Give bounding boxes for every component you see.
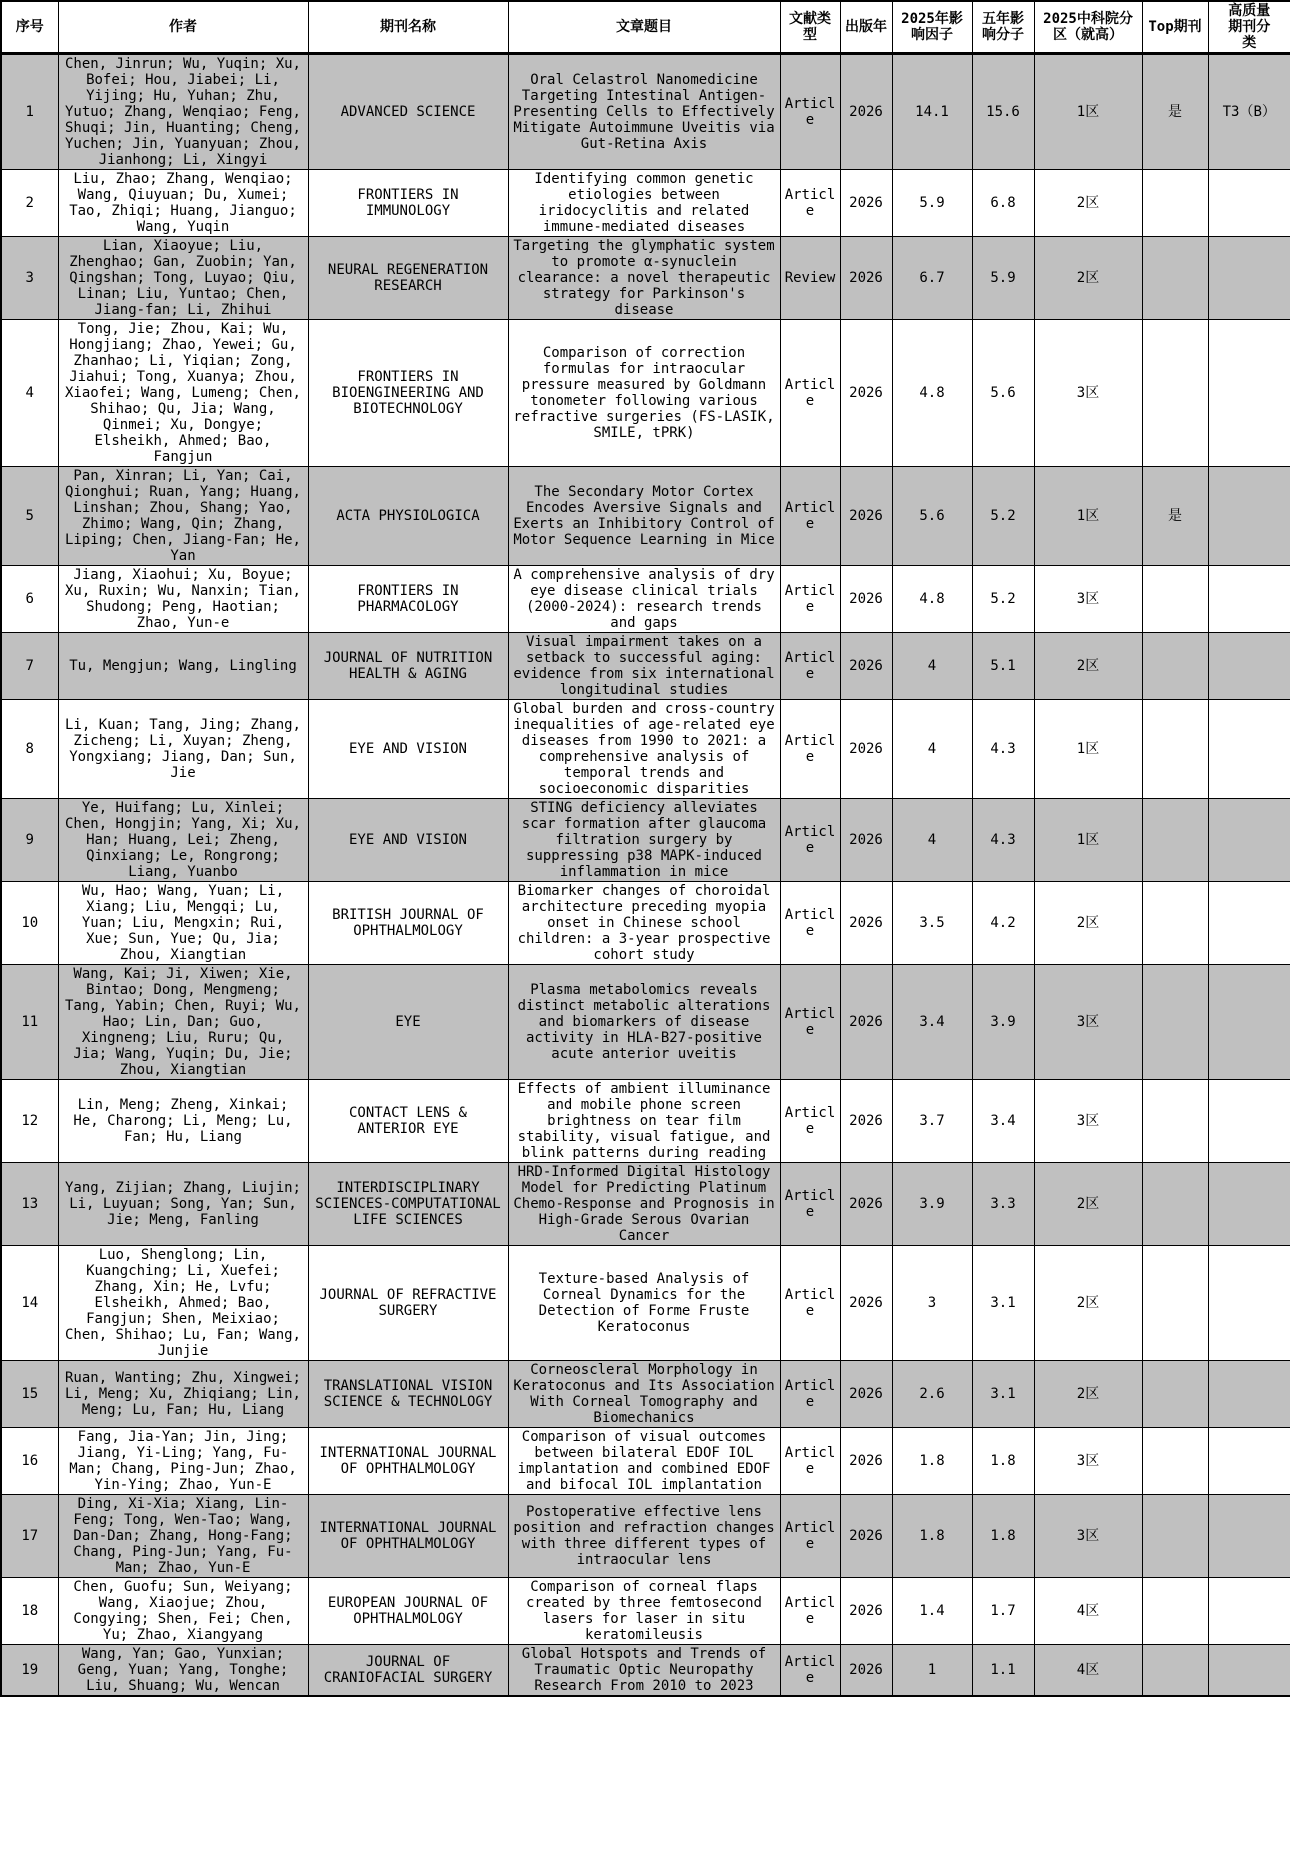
cell-cas_division: 3区 xyxy=(1034,965,1142,1080)
cell-impact_factor_5yr: 4.3 xyxy=(972,700,1034,799)
cell-quality_tier: T3（B） xyxy=(1208,54,1290,170)
cell-year: 2026 xyxy=(840,54,892,170)
cell-impact_factor_2025: 3.9 xyxy=(892,1163,972,1246)
cell-title: Comparison of visual outcomes between bilateral EDOF IOL implantation and combined EDOF and bifocal IOL implantation xyxy=(508,1428,780,1495)
cell-quality_tier xyxy=(1208,1578,1290,1645)
cell-cas_division: 3区 xyxy=(1034,320,1142,467)
cell-authors: Li, Kuan; Tang, Jing; Zhang, Zicheng; Li, Xuyan; Zheng, Yongxiang; Jiang, Dan; Sun, Jie xyxy=(58,700,308,799)
cell-impact_factor_2025: 1.8 xyxy=(892,1428,972,1495)
table-row xyxy=(1,1645,1290,1697)
cell-authors: Liu, Zhao; Zhang, Wenqiao; Wang, Qiuyuan; Du, Xumei; Tao, Zhiqi; Huang, Jianguo; Wang, Yuqin xyxy=(58,170,308,237)
cell-impact_factor_5yr: 1.8 xyxy=(972,1495,1034,1578)
cell-impact_factor_2025: 5.6 xyxy=(892,467,972,566)
cell-authors: Tu, Mengjun; Wang, Lingling xyxy=(58,633,308,700)
cell-title: Effects of ambient illuminance and mobile phone screen brightness on tear film stability, visual fatigue, and blink patterns during reading xyxy=(508,1080,780,1163)
cell-top_journal: 是 xyxy=(1142,54,1208,170)
cell-doc_type: Article xyxy=(780,320,840,467)
cell-impact_factor_5yr: 3.1 xyxy=(972,1361,1034,1428)
cell-cas_division: 2区 xyxy=(1034,237,1142,320)
column-header-title xyxy=(508,1,780,54)
cell-top_journal xyxy=(1142,799,1208,882)
cell-impact_factor_5yr: 4.3 xyxy=(972,799,1034,882)
cell-cas_division: 1区 xyxy=(1034,54,1142,170)
cell-top_journal xyxy=(1142,320,1208,467)
cell-cas_division: 2区 xyxy=(1034,882,1142,965)
cell-quality_tier xyxy=(1208,1428,1290,1495)
column-header-no xyxy=(1,1,58,54)
cell-impact_factor_2025: 4 xyxy=(892,700,972,799)
cell-no: 14 xyxy=(1,1246,58,1361)
cell-top_journal xyxy=(1142,633,1208,700)
cell-no: 2 xyxy=(1,170,58,237)
cell-title: The Secondary Motor Cortex Encodes Aversive Signals and Exerts an Inhibitory Control of Motor Sequence Learning in Mice xyxy=(508,467,780,566)
cell-journal: EYE AND VISION xyxy=(308,700,508,799)
cell-cas_division: 2区 xyxy=(1034,1246,1142,1361)
column-header-label: 2025中科院分区（就高） xyxy=(1043,11,1133,43)
cell-authors: Ye, Huifang; Lu, Xinlei; Chen, Hongjin; Yang, Xi; Xu, Han; Huang, Lei; Zheng, Qinxiang; Le, Rongrong; Liang, Yuanbo xyxy=(58,799,308,882)
column-header-top_journal xyxy=(1142,1,1208,54)
cell-no: 15 xyxy=(1,1361,58,1428)
cell-cas_division: 3区 xyxy=(1034,1495,1142,1578)
table-row xyxy=(1,1246,1290,1361)
cell-quality_tier xyxy=(1208,882,1290,965)
cell-cas_division: 4区 xyxy=(1034,1645,1142,1697)
column-header-label: 序号 xyxy=(15,19,44,35)
cell-top_journal xyxy=(1142,882,1208,965)
cell-cas_division: 3区 xyxy=(1034,566,1142,633)
cell-year: 2026 xyxy=(840,320,892,467)
table-row xyxy=(1,237,1290,320)
table-row xyxy=(1,633,1290,700)
cell-doc_type: Article xyxy=(780,1361,840,1428)
cell-doc_type: Review xyxy=(780,237,840,320)
column-header-label: Top期刊 xyxy=(1148,19,1202,35)
column-header-impact_factor_2025 xyxy=(892,1,972,54)
cell-title: HRD-Informed Digital Histology Model for Predicting Platinum Chemo-Response and Prognosis in High-Grade Serous Ovarian Cancer xyxy=(508,1163,780,1246)
cell-authors: Pan, Xinran; Li, Yan; Cai, Qionghui; Ruan, Yang; Huang, Linshan; Zhou, Shang; Yao, Zhimo; Wang, Qin; Zhang, Liping; Chen, Jiang-Fan; He, Yan xyxy=(58,467,308,566)
cell-no: 1 xyxy=(1,54,58,170)
cell-title: Comparison of corneal flaps created by three femtosecond lasers for laser in situ keratomileusis xyxy=(508,1578,780,1645)
cell-journal: EUROPEAN JOURNAL OF OPHTHALMOLOGY xyxy=(308,1578,508,1645)
cell-authors: Luo, Shenglong; Lin, Kuangching; Li, Xuefei; Zhang, Xin; He, Lvfu; Elsheikh, Ahmed; Bao, Fangjun; Shen, Meixiao; Chen, Shihao; Lu, Fan; Wang, Junjie xyxy=(58,1246,308,1361)
cell-journal: EYE AND VISION xyxy=(308,799,508,882)
table-row xyxy=(1,965,1290,1080)
cell-no: 18 xyxy=(1,1578,58,1645)
cell-quality_tier xyxy=(1208,170,1290,237)
cell-impact_factor_2025: 2.6 xyxy=(892,1361,972,1428)
column-header-journal xyxy=(308,1,508,54)
cell-doc_type: Article xyxy=(780,1495,840,1578)
cell-top_journal xyxy=(1142,1361,1208,1428)
cell-doc_type: Article xyxy=(780,882,840,965)
cell-no: 6 xyxy=(1,566,58,633)
cell-top_journal xyxy=(1142,1578,1208,1645)
cell-authors: Chen, Jinrun; Wu, Yuqin; Xu, Bofei; Hou, Jiabei; Li, Yijing; Hu, Yuhan; Zhu, Yutuo; Zhang, Wenqiao; Feng, Shuqi; Jin, Huanting; Cheng, Yuchen; Jin, Yuanyuan; Zhou, Jianhong; Li, Xingyi xyxy=(58,54,308,170)
cell-top_journal xyxy=(1142,1645,1208,1697)
column-header-label: 五年影响分子 xyxy=(982,11,1024,43)
cell-cas_division: 3区 xyxy=(1034,1080,1142,1163)
table-row xyxy=(1,1080,1290,1163)
cell-doc_type: Article xyxy=(780,170,840,237)
cell-journal: JOURNAL OF NUTRITION HEALTH & AGING xyxy=(308,633,508,700)
cell-no: 7 xyxy=(1,633,58,700)
cell-no: 3 xyxy=(1,237,58,320)
cell-impact_factor_5yr: 5.1 xyxy=(972,633,1034,700)
table-row xyxy=(1,1163,1290,1246)
cell-impact_factor_5yr: 1.8 xyxy=(972,1428,1034,1495)
cell-journal: EYE xyxy=(308,965,508,1080)
cell-impact_factor_2025: 1.4 xyxy=(892,1578,972,1645)
cell-title: Global Hotspots and Trends of Traumatic Optic Neuropathy Research From 2010 to 2023 xyxy=(508,1645,780,1697)
table-row xyxy=(1,54,1290,170)
cell-impact_factor_5yr: 5.6 xyxy=(972,320,1034,467)
cell-title: Identifying common genetic etiologies between iridocyclitis and related immune-mediated diseases xyxy=(508,170,780,237)
cell-impact_factor_2025: 1 xyxy=(892,1645,972,1697)
cell-quality_tier xyxy=(1208,633,1290,700)
cell-journal: INTERNATIONAL JOURNAL OF OPHTHALMOLOGY xyxy=(308,1428,508,1495)
table-row xyxy=(1,1361,1290,1428)
cell-title: Comparison of correction formulas for intraocular pressure measured by Goldmann tonometer following various refractive surgeries (FS-LASIK, SMILE, tPRK) xyxy=(508,320,780,467)
cell-cas_division: 4区 xyxy=(1034,1578,1142,1645)
cell-no: 13 xyxy=(1,1163,58,1246)
cell-year: 2026 xyxy=(840,1163,892,1246)
cell-cas_division: 1区 xyxy=(1034,467,1142,566)
column-header-label: 出版年 xyxy=(845,19,887,35)
table-row xyxy=(1,799,1290,882)
cell-doc_type: Article xyxy=(780,633,840,700)
cell-top_journal xyxy=(1142,1163,1208,1246)
cell-impact_factor_2025: 5.9 xyxy=(892,170,972,237)
table-row xyxy=(1,1495,1290,1578)
cell-title: Plasma metabolomics reveals distinct metabolic alterations and biomarkers of disease activity in HLA-B27-positive acute anterior uveitis xyxy=(508,965,780,1080)
cell-impact_factor_2025: 4.8 xyxy=(892,566,972,633)
cell-title: Visual impairment takes on a setback to successful aging: evidence from six international longitudinal studies xyxy=(508,633,780,700)
cell-authors: Jiang, Xiaohui; Xu, Boyue; Xu, Ruxin; Wu, Nanxin; Tian, Shudong; Peng, Haotian; Zhao, Yun-e xyxy=(58,566,308,633)
cell-quality_tier xyxy=(1208,566,1290,633)
cell-year: 2026 xyxy=(840,237,892,320)
cell-journal: CONTACT LENS & ANTERIOR EYE xyxy=(308,1080,508,1163)
table-row xyxy=(1,882,1290,965)
cell-title: Biomarker changes of choroidal architecture preceding myopia onset in Chinese school children: a 3-year prospective cohort study xyxy=(508,882,780,965)
cell-journal: INTERDISCIPLINARY SCIENCES-COMPUTATIONAL LIFE SCIENCES xyxy=(308,1163,508,1246)
cell-no: 12 xyxy=(1,1080,58,1163)
cell-no: 16 xyxy=(1,1428,58,1495)
cell-quality_tier xyxy=(1208,1080,1290,1163)
cell-year: 2026 xyxy=(840,1361,892,1428)
cell-journal: BRITISH JOURNAL OF OPHTHALMOLOGY xyxy=(308,882,508,965)
cell-title: A comprehensive analysis of dry eye disease clinical trials (2000-2024): research trends and gaps xyxy=(508,566,780,633)
cell-title: Postoperative effective lens position and refraction changes with three different types of intraocular lens xyxy=(508,1495,780,1578)
column-header-label: 作者 xyxy=(169,19,197,35)
cell-no: 9 xyxy=(1,799,58,882)
cell-impact_factor_2025: 14.1 xyxy=(892,54,972,170)
column-header-label: 文献类型 xyxy=(789,11,831,43)
cell-doc_type: Article xyxy=(780,1578,840,1645)
cell-title: STING deficiency alleviates scar formation after glaucoma filtration surgery by suppressing p38 MAPK-induced inflammation in mice xyxy=(508,799,780,882)
cell-quality_tier xyxy=(1208,799,1290,882)
cell-year: 2026 xyxy=(840,1080,892,1163)
cell-authors: Wu, Hao; Wang, Yuan; Li, Xiang; Liu, Mengqi; Lu, Yuan; Liu, Mengxin; Rui, Xue; Sun, Yue; Qu, Jia; Zhou, Xiangtian xyxy=(58,882,308,965)
cell-no: 19 xyxy=(1,1645,58,1697)
cell-top_journal xyxy=(1142,1428,1208,1495)
cell-cas_division: 2区 xyxy=(1034,1163,1142,1246)
cell-no: 10 xyxy=(1,882,58,965)
cell-quality_tier xyxy=(1208,1246,1290,1361)
cell-journal: JOURNAL OF REFRACTIVE SURGERY xyxy=(308,1246,508,1361)
cell-doc_type: Article xyxy=(780,799,840,882)
cell-year: 2026 xyxy=(840,566,892,633)
cell-year: 2026 xyxy=(840,799,892,882)
cell-authors: Ruan, Wanting; Zhu, Xingwei; Li, Meng; Xu, Zhiqiang; Lin, Meng; Lu, Fan; Hu, Liang xyxy=(58,1361,308,1428)
table-row xyxy=(1,467,1290,566)
cell-title: Corneoscleral Morphology in Keratoconus and Its Association With Corneal Tomography and Biomechanics xyxy=(508,1361,780,1428)
cell-authors: Lin, Meng; Zheng, Xinkai; He, Charong; Li, Meng; Lu, Fan; Hu, Liang xyxy=(58,1080,308,1163)
cell-authors: Wang, Kai; Ji, Xiwen; Xie, Bintao; Dong, Mengmeng; Tang, Yabin; Chen, Ruyi; Wu, Hao; Lin, Dan; Guo, Xingneng; Liu, Ruru; Qu, Jia; Wang, Yuqin; Du, Jie; Zhou, Xiangtian xyxy=(58,965,308,1080)
cell-top_journal xyxy=(1142,170,1208,237)
cell-no: 11 xyxy=(1,965,58,1080)
column-header-impact_factor_5yr xyxy=(972,1,1034,54)
cell-year: 2026 xyxy=(840,633,892,700)
cell-top_journal xyxy=(1142,1246,1208,1361)
cell-journal: INTERNATIONAL JOURNAL OF OPHTHALMOLOGY xyxy=(308,1495,508,1578)
cell-cas_division: 2区 xyxy=(1034,1361,1142,1428)
table-row xyxy=(1,566,1290,633)
cell-quality_tier xyxy=(1208,1361,1290,1428)
cell-impact_factor_2025: 3 xyxy=(892,1246,972,1361)
cell-year: 2026 xyxy=(840,170,892,237)
cell-authors: Fang, Jia-Yan; Jin, Jing; Jiang, Yi-Ling; Yang, Fu-Man; Chang, Ping-Jun; Zhao, Yin-Ying; Zhao, Yun-E xyxy=(58,1428,308,1495)
table-row xyxy=(1,1428,1290,1495)
cell-year: 2026 xyxy=(840,965,892,1080)
cell-doc_type: Article xyxy=(780,1163,840,1246)
column-header-label: 期刊名称 xyxy=(380,19,436,35)
cell-title: Targeting the glymphatic system to promote α-synuclein clearance: a novel therapeutic strategy for Parkinson's disease xyxy=(508,237,780,320)
cell-authors: Ding, Xi-Xia; Xiang, Lin-Feng; Tong, Wen-Tao; Wang, Dan-Dan; Zhang, Hong-Fang; Chang, Ping-Jun; Yang, Fu-Man; Zhao, Yun-E xyxy=(58,1495,308,1578)
cell-doc_type: Article xyxy=(780,1246,840,1361)
column-header-label: 高质量期刊分类 xyxy=(1228,3,1271,51)
cell-top_journal xyxy=(1142,965,1208,1080)
column-header-label: 2025年影响因子 xyxy=(901,11,963,43)
cell-impact_factor_2025: 4 xyxy=(892,633,972,700)
cell-top_journal: 是 xyxy=(1142,467,1208,566)
table-row xyxy=(1,700,1290,799)
cell-cas_division: 3区 xyxy=(1034,1428,1142,1495)
header-row xyxy=(1,1,1290,54)
cell-quality_tier xyxy=(1208,467,1290,566)
cell-journal: ACTA PHYSIOLOGICA xyxy=(308,467,508,566)
cell-quality_tier xyxy=(1208,320,1290,467)
column-header-year xyxy=(840,1,892,54)
column-header-quality_tier xyxy=(1208,1,1290,54)
cell-top_journal xyxy=(1142,700,1208,799)
cell-year: 2026 xyxy=(840,700,892,799)
cell-doc_type: Article xyxy=(780,566,840,633)
column-header-cas_division xyxy=(1034,1,1142,54)
cell-impact_factor_5yr: 4.2 xyxy=(972,882,1034,965)
table-row xyxy=(1,320,1290,467)
cell-title: Oral Celastrol Nanomedicine Targeting Intestinal Antigen-Presenting Cells to Effectively Mitigate Autoimmune Uveitis via Gut-Retina Axis xyxy=(508,54,780,170)
cell-journal: FRONTIERS IN IMMUNOLOGY xyxy=(308,170,508,237)
cell-year: 2026 xyxy=(840,1495,892,1578)
cell-journal: NEURAL REGENERATION RESEARCH xyxy=(308,237,508,320)
column-header-label: 文章题目 xyxy=(616,19,672,35)
cell-impact_factor_5yr: 6.8 xyxy=(972,170,1034,237)
cell-year: 2026 xyxy=(840,1578,892,1645)
cell-authors: Yang, Zijian; Zhang, Liujin; Li, Luyuan; Song, Yan; Sun, Jie; Meng, Fanling xyxy=(58,1163,308,1246)
column-header-authors xyxy=(58,1,308,54)
cell-no: 8 xyxy=(1,700,58,799)
cell-title: Global burden and cross-country inequalities of age-related eye diseases from 1990 to 2021: a comprehensive analysis of temporal trends and socioeconomic disparities xyxy=(508,700,780,799)
cell-impact_factor_2025: 3.4 xyxy=(892,965,972,1080)
cell-impact_factor_5yr: 3.3 xyxy=(972,1163,1034,1246)
cell-quality_tier xyxy=(1208,1163,1290,1246)
cell-quality_tier xyxy=(1208,1645,1290,1697)
cell-year: 2026 xyxy=(840,1645,892,1697)
cell-top_journal xyxy=(1142,1495,1208,1578)
cell-quality_tier xyxy=(1208,237,1290,320)
cell-doc_type: Article xyxy=(780,1645,840,1697)
cell-no: 4 xyxy=(1,320,58,467)
cell-journal: ADVANCED SCIENCE xyxy=(308,54,508,170)
cell-doc_type: Article xyxy=(780,700,840,799)
cell-impact_factor_5yr: 1.7 xyxy=(972,1578,1034,1645)
cell-no: 5 xyxy=(1,467,58,566)
cell-doc_type: Article xyxy=(780,467,840,566)
cell-impact_factor_2025: 4 xyxy=(892,799,972,882)
cell-year: 2026 xyxy=(840,1428,892,1495)
cell-year: 2026 xyxy=(840,467,892,566)
cell-impact_factor_5yr: 3.9 xyxy=(972,965,1034,1080)
cell-journal: FRONTIERS IN PHARMACOLOGY xyxy=(308,566,508,633)
cell-doc_type: Article xyxy=(780,1428,840,1495)
cell-cas_division: 1区 xyxy=(1034,700,1142,799)
cell-journal: JOURNAL OF CRANIOFACIAL SURGERY xyxy=(308,1645,508,1697)
cell-top_journal xyxy=(1142,1080,1208,1163)
cell-impact_factor_5yr: 5.2 xyxy=(972,467,1034,566)
cell-quality_tier xyxy=(1208,965,1290,1080)
cell-year: 2026 xyxy=(840,1246,892,1361)
cell-cas_division: 1区 xyxy=(1034,799,1142,882)
cell-impact_factor_5yr: 3.4 xyxy=(972,1080,1034,1163)
cell-impact_factor_2025: 3.5 xyxy=(892,882,972,965)
table-row xyxy=(1,1578,1290,1645)
cell-no: 17 xyxy=(1,1495,58,1578)
cell-authors: Tong, Jie; Zhou, Kai; Wu, Hongjiang; Zhao, Yewei; Gu, Zhanhao; Li, Yiqian; Zong, Jiahui; Tong, Xuanya; Zhou, Xiaofei; Wang, Lumeng; Chen, Shihao; Qu, Jia; Wang, Qinmei; Xu, Dongye; Elsheikh, Ahmed; Bao, Fangjun xyxy=(58,320,308,467)
cell-authors: Lian, Xiaoyue; Liu, Zhenghao; Gan, Zuobin; Yan, Qingshan; Tong, Luyao; Qiu, Linan; Liu, Yuntao; Chen, Jiang-fan; Li, Zhihui xyxy=(58,237,308,320)
cell-authors: Chen, Guofu; Sun, Weiyang; Wang, Xiaojue; Zhou, Congying; Shen, Fei; Chen, Yu; Zhao, Xiangyang xyxy=(58,1578,308,1645)
cell-quality_tier xyxy=(1208,1495,1290,1578)
cell-journal: FRONTIERS IN BIOENGINEERING AND BIOTECHNOLOGY xyxy=(308,320,508,467)
cell-impact_factor_2025: 1.8 xyxy=(892,1495,972,1578)
table-row xyxy=(1,170,1290,237)
cell-title: Texture-based Analysis of Corneal Dynamics for the Detection of Forme Fruste Keratoconus xyxy=(508,1246,780,1361)
cell-doc_type: Article xyxy=(780,1080,840,1163)
cell-cas_division: 2区 xyxy=(1034,170,1142,237)
cell-top_journal xyxy=(1142,237,1208,320)
cell-quality_tier xyxy=(1208,700,1290,799)
cell-doc_type: Article xyxy=(780,965,840,1080)
cell-impact_factor_2025: 4.8 xyxy=(892,320,972,467)
cell-impact_factor_2025: 3.7 xyxy=(892,1080,972,1163)
cell-impact_factor_2025: 6.7 xyxy=(892,237,972,320)
cell-impact_factor_5yr: 1.1 xyxy=(972,1645,1034,1697)
cell-year: 2026 xyxy=(840,882,892,965)
cell-impact_factor_5yr: 5.2 xyxy=(972,566,1034,633)
cell-impact_factor_5yr: 5.9 xyxy=(972,237,1034,320)
cell-impact_factor_5yr: 15.6 xyxy=(972,54,1034,170)
column-header-doc_type xyxy=(780,1,840,54)
cell-impact_factor_5yr: 3.1 xyxy=(972,1246,1034,1361)
cell-doc_type: Article xyxy=(780,54,840,170)
cell-top_journal xyxy=(1142,566,1208,633)
cell-authors: Wang, Yan; Gao, Yunxian; Geng, Yuan; Yang, Tonghe; Liu, Shuang; Wu, Wencan xyxy=(58,1645,308,1697)
cell-journal: TRANSLATIONAL VISION SCIENCE & TECHNOLOGY xyxy=(308,1361,508,1428)
cell-cas_division: 2区 xyxy=(1034,633,1142,700)
